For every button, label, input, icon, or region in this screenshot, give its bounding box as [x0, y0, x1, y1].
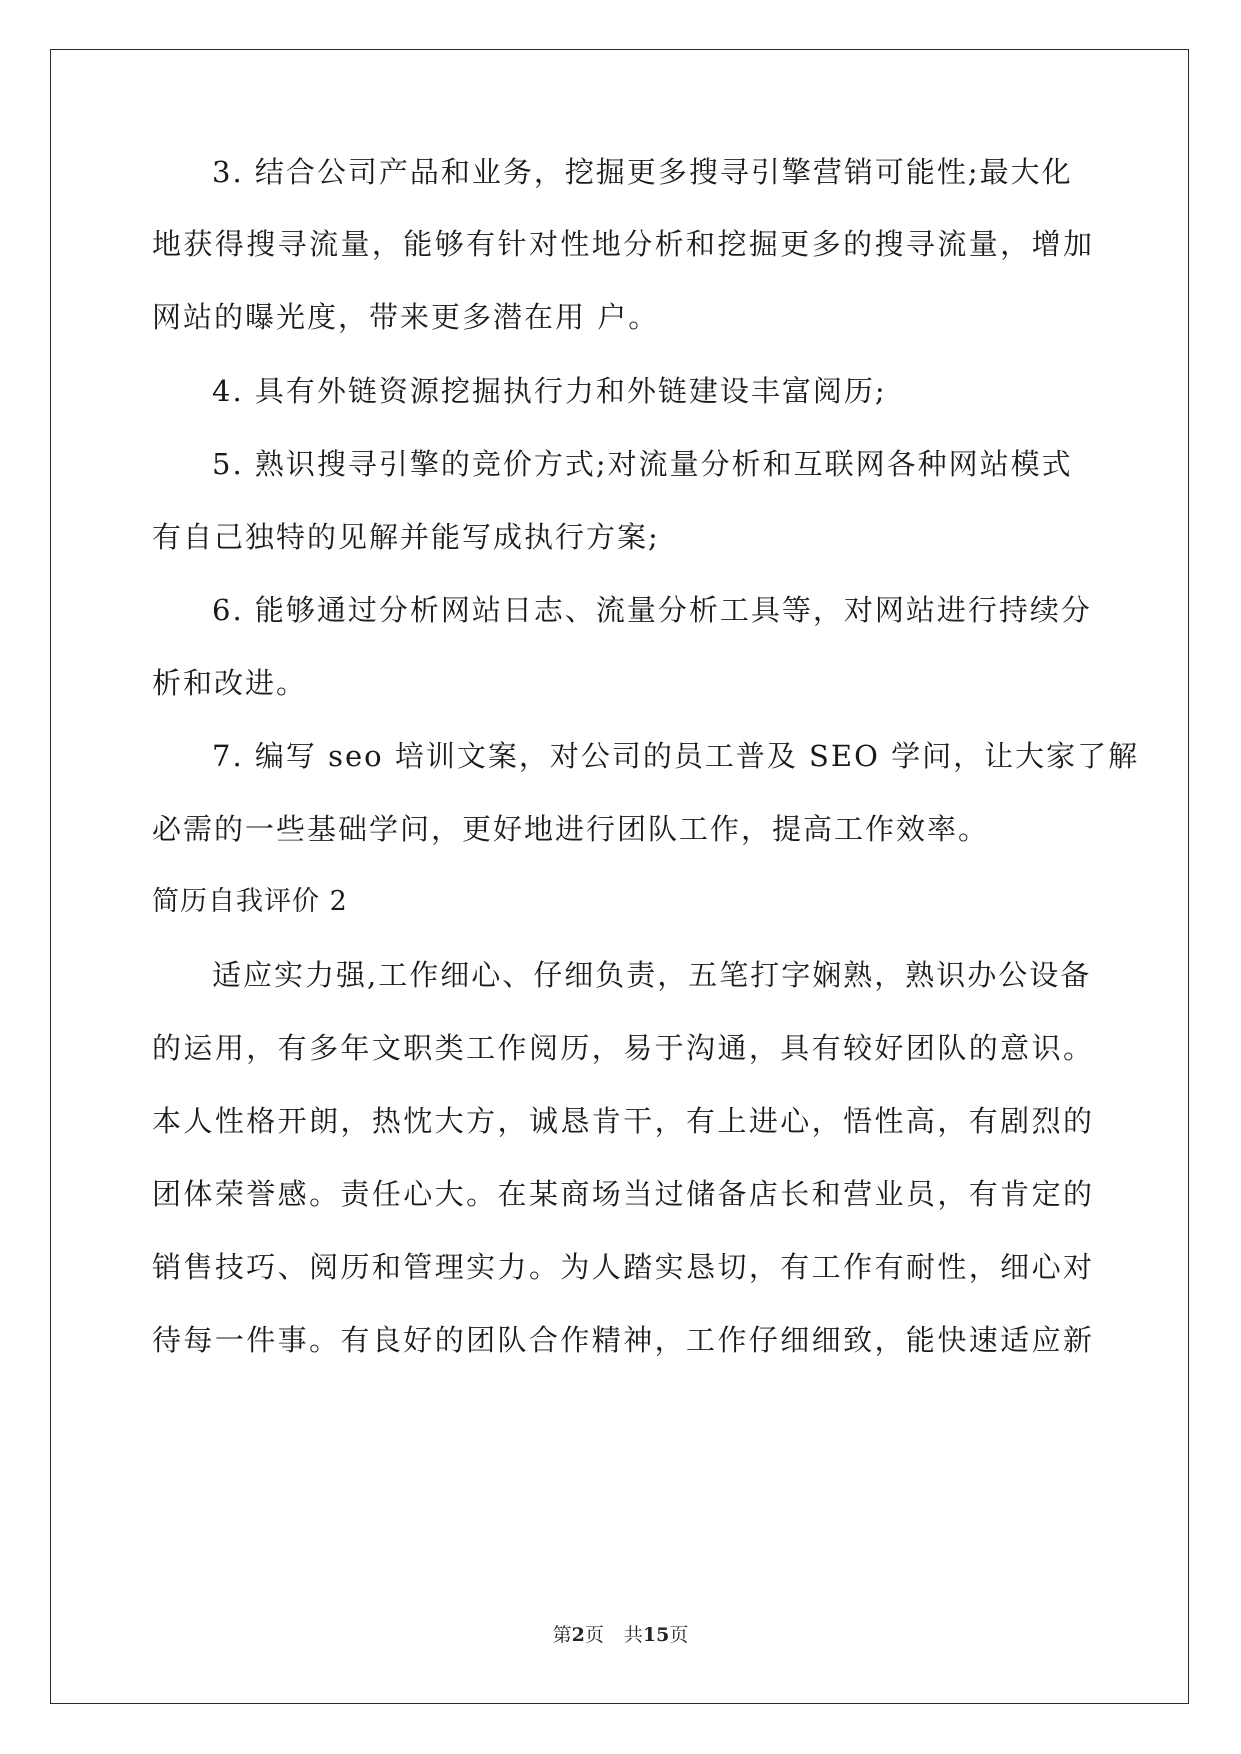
- paragraph-line: 7. 编写 seo 培训文案，对公司的员工普及 SEO 学问，让大家了解: [212, 739, 1140, 773]
- paragraph-line: 本人性格开朗，热忱大方，诚恳肯干，有上进心，悟性高，有剧烈的: [152, 1104, 1092, 1138]
- paragraph-line: 待每一件事。有良好的团队合作精神，工作仔细细致，能快速适应新: [152, 1323, 1092, 1357]
- paragraph-line: 6. 能够通过分析网站日志、流量分析工具等，对网站进行持续分: [212, 593, 1092, 627]
- paragraph-line: 4. 具有外链资源挖掘执行力和外链建设丰富阅历;: [212, 374, 887, 408]
- paragraph-line: 有自己独特的见解并能写成执行方案;: [152, 520, 660, 554]
- total-page-number: 15: [642, 1624, 670, 1646]
- paragraph-line: 3. 结合公司产品和业务，挖掘更多搜寻引擎营销可能性;最大化: [212, 155, 1073, 189]
- footer-total-suffix: 页: [669, 1624, 689, 1646]
- paragraph-line: 销售技巧、阅历和管理实力。为人踏实恳切，有工作有耐性，细心对: [152, 1250, 1092, 1284]
- footer-page-suffix: 页: [584, 1624, 604, 1646]
- section-heading: 简历自我评价 2: [152, 886, 348, 917]
- paragraph-line: 地获得搜寻流量，能够有针对性地分析和挖掘更多的搜寻流量，增加: [152, 227, 1092, 261]
- paragraph-line: 5. 熟识搜寻引擎的竞价方式;对流量分析和互联网各种网站模式: [212, 447, 1073, 481]
- paragraph-line: 团体荣誉感。责任心大。在某商场当过储备店长和营业员，有肯定的: [152, 1177, 1092, 1211]
- footer-total-prefix: 共: [623, 1624, 643, 1646]
- paragraph-line: 析和改进。: [152, 666, 308, 700]
- paragraph-line: 适应实力强,工作细心、仔细负责，五笔打字娴熟，熟识办公设备: [212, 958, 1092, 992]
- current-page-number: 2: [571, 1624, 585, 1646]
- footer-prefix: 第: [552, 1624, 572, 1646]
- page-footer: [0, 1622, 1241, 1648]
- paragraph-line: 网站的曝光度，带来更多潜在用 户。: [152, 300, 660, 334]
- paragraph-line: 的运用，有多年文职类工作阅历，易于沟通，具有较好团队的意识。: [152, 1031, 1092, 1065]
- paragraph-line: 必需的一些基础学问，更好地进行团队工作，提高工作效率。: [152, 812, 990, 846]
